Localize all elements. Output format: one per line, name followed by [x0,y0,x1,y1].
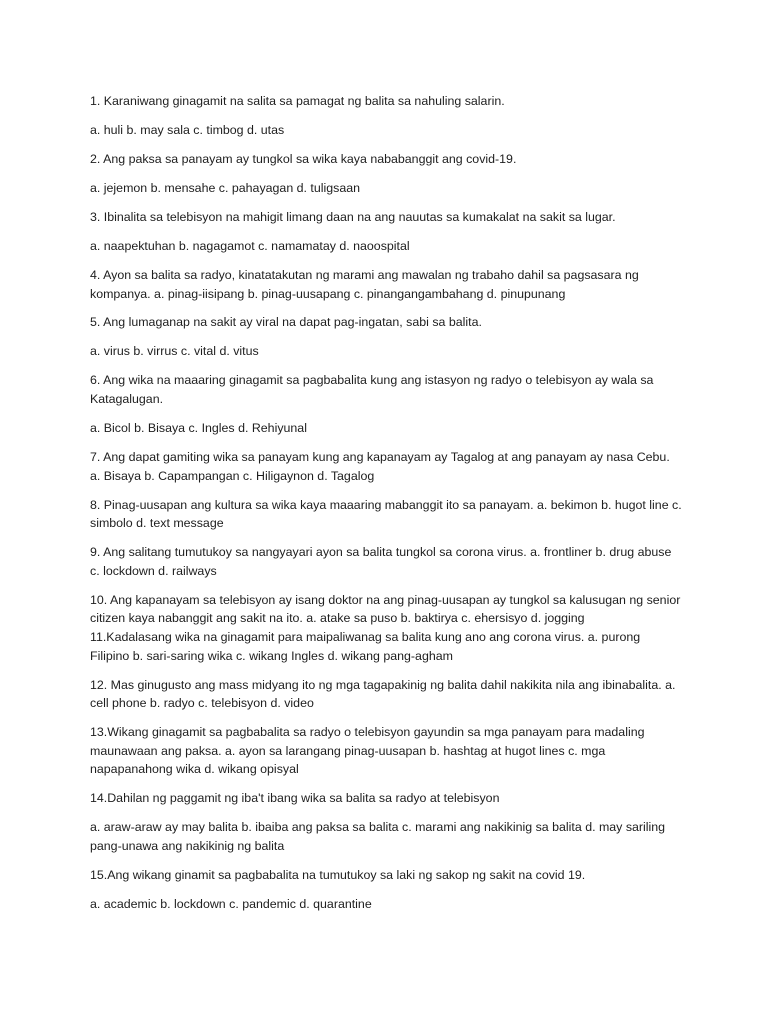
question-10: 10. Ang kapanayam sa telebisyon ay isang doktor na ang pinag-uusapan ay tungkol sa kalusugan ng senior citizen kaya nabanggit ang sakit na ito. a. atake sa puso b. baktirya c. ehersisyo d. jogging [90,592,681,626]
choices-6: a. Bicol b. Bisaya c. Ingles d. Rehiyunal [90,421,307,436]
question-11: 11.Kadalasang wika na ginagamit para maipaliwanag sa balita kung ano ang corona virus. a. purong Filipino b. sari-saring wika c. wikang Ingles d. wikang pang-agham [90,629,641,663]
choices-5: a. virus b. virrus c. vital d. vitus [90,344,259,359]
choices-2: a. jejemon b. mensahe c. pahayagan d. tuligsaan [90,180,361,195]
question-13: 13.Wikang ginagamit sa pagbabalita sa radyo o telebisyon gayundin sa mga panayam para madaling maunawaan ang paksa. a. ayon sa larangang pinag-uusapan b. hashtag at hugot lines c. mga napapanahong wika d. wikang opisyal [90,725,645,777]
choices-1: a. huli b. may sala c. timbog d. utas [90,122,285,137]
choices-3: a. naapektuhan b. nagagamot c. namamatay d. naoospital [90,238,410,253]
question-3: 3. Ibinalita sa telebisyon na mahigit limang daan na ang nauutas sa kumakalat na sakit sa lugar. [90,209,616,224]
choices-14: a. araw-araw ay may balita b. ibaiba ang paksa sa balita c. marami ang nakikinig sa balita d. may sariling pang-unawa ang nakikinig ng balita [90,820,666,853]
question-1: 1. Karaniwang ginagamit na salita sa pamagat ng balita sa nahuling salarin. [90,94,505,108]
choices-15: a. academic b. lockdown c. pandemic d. quarantine [90,896,372,911]
question-7: 7. Ang dapat gamiting wika sa panayam kung ang kapanayam ay Tagalog at ang panayam ay nasa Cebu. a. Bisaya b. Capampangan c. Hiligaynon d. Tagalog [90,450,670,483]
question-6: 6. Ang wika na maaaring ginagamit sa pagbabalita kung ang istasyon ng radyo o telebisyon ay wala sa Katagalugan. [90,373,654,407]
question-4: 4. Ayon sa balita sa radyo, kinatatakutan ng marami ang mawalan ng trabaho dahil sa pagsasara ng kompanya. a. pinag-iisipang b. pinag-uusapang c. pinangangambahang d. pinupunang [90,267,639,301]
question-14: 14.Dahilan ng paggamit ng iba't ibang wika sa balita sa radyo at telebisyon [90,791,500,806]
question-12: 12. Mas ginugusto ang mass midyang ito ng mga tagapakinig ng balita dahil nakikita nila ang ibinabalita. a. cell phone b. radyo c. telebisyon d. video [90,677,676,711]
question-15: 15.Ang wikang ginamit sa pagbabalita na tumutukoy sa laki ng sakop ng sakit na covid 19. [90,867,586,882]
question-9: 9. Ang salitang tumutukoy sa nangyayari ayon sa balita tungkol sa corona virus. a. frontliner b. drug abuse c. lockdown d. railways [90,545,672,578]
question-5: 5. Ang lumaganap na sakit ay viral na dapat pag-ingatan, sabi sa balita. [90,315,482,330]
question-2: 2. Ang paksa sa panayam ay tungkol sa wika kaya nababanggit ang covid-19. [90,151,517,166]
document-body [90,92,682,924]
question-8: 8. Pinag-uusapan ang kultura sa wika kaya maaaring mabanggit ito sa panayam. a. bekimon b. hugot line c. simbolo d. text message [90,497,682,531]
